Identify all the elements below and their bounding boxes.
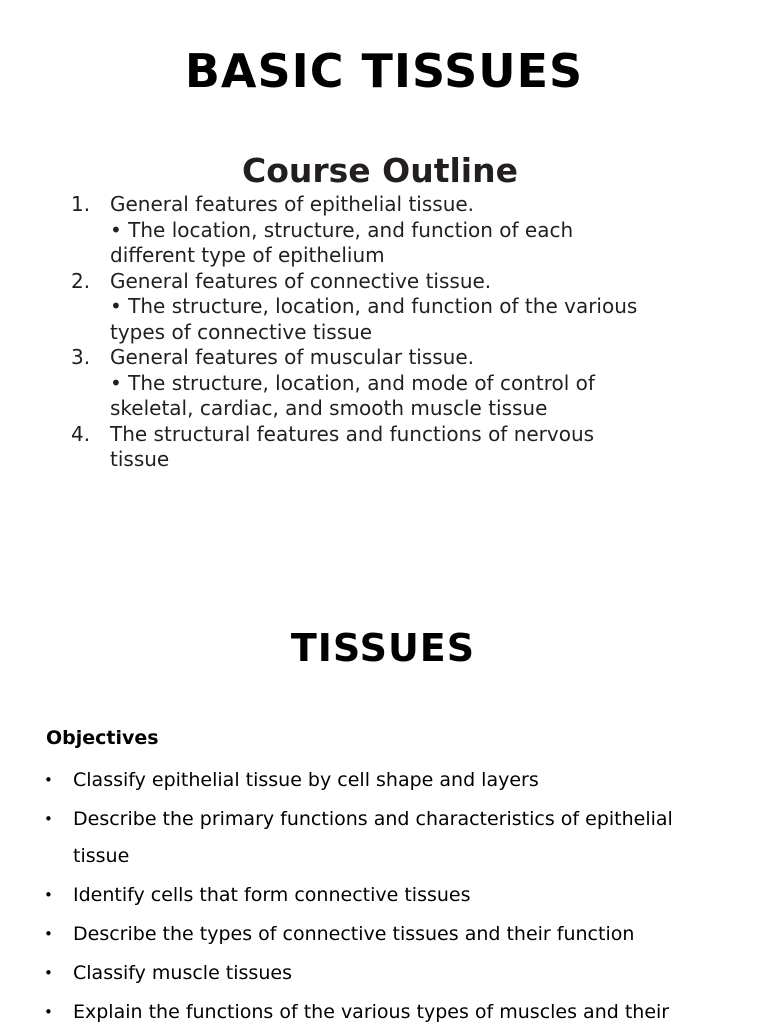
outline-item-text: General features of muscular tissue. — [110, 345, 475, 369]
outline-item-subpoint: • The structure, location, and mode of control of — [110, 370, 595, 395]
outline-item-subpoint: • The location, structure, and function of each — [110, 217, 574, 242]
outline-item-3 — [68, 345, 708, 422]
objective-text-continued: tissue — [73, 844, 130, 867]
bullet-icon: • — [44, 963, 53, 982]
bullet-icon: • — [44, 771, 53, 789]
objective-text: Identify cells that form connective tissues — [73, 883, 471, 906]
outline-item-1 — [68, 192, 708, 269]
bullet-icon: • — [44, 1002, 53, 1021]
bullet-icon: • — [44, 885, 53, 904]
outline-item-subpoint-continued: types of connective tissue — [110, 319, 373, 344]
objective-text: Classify epithelial tissue by cell shape and layers — [73, 769, 539, 791]
objective-item-4 — [40, 916, 740, 953]
outline-item-4 — [68, 422, 708, 473]
outline-item-2 — [68, 269, 708, 346]
objective-item-6 — [40, 994, 740, 1031]
outline-item-number: 1. — [71, 192, 91, 216]
objective-item-5 — [40, 955, 740, 992]
outline-item-number: 3. — [71, 345, 91, 369]
outline-item-text: The structural features and functions of nervous — [110, 421, 595, 446]
course-outline-list — [68, 192, 708, 473]
outline-item-text: General features of epithelial tissue. — [110, 192, 475, 216]
course-outline-heading: Course Outline — [242, 151, 518, 190]
outline-item-subpoint-continued: different type of epithelium — [110, 243, 385, 267]
objective-text: Describe the primary functions and characteristics of epithelial — [73, 808, 673, 830]
section-title: TISSUES — [290, 626, 476, 670]
outline-item-text-continued: tissue — [110, 447, 170, 471]
objectives-label: Objectives — [46, 727, 159, 749]
outline-item-subpoint: • The structure, location, and function of the various — [110, 294, 638, 318]
outline-item-text: General features of connective tissue. — [110, 268, 492, 293]
document-title: BASIC TISSUES — [184, 44, 584, 98]
objective-text: Classify muscle tissues — [73, 961, 292, 984]
objective-item-3 — [40, 877, 740, 914]
objective-text: Explain the functions of the various types of muscles and their — [73, 1000, 670, 1023]
outline-item-number: 4. — [71, 421, 91, 446]
outline-item-number: 2. — [71, 268, 91, 293]
objective-item-2 — [40, 801, 740, 874]
bullet-icon: • — [44, 810, 53, 828]
outline-item-subpoint-continued: skeletal, cardiac, and smooth muscle tissue — [110, 396, 548, 420]
objectives-list — [40, 762, 740, 1033]
objective-text: Describe the types of connective tissues and their function — [73, 922, 635, 945]
objective-item-1 — [40, 762, 740, 799]
bullet-icon: • — [44, 924, 53, 943]
